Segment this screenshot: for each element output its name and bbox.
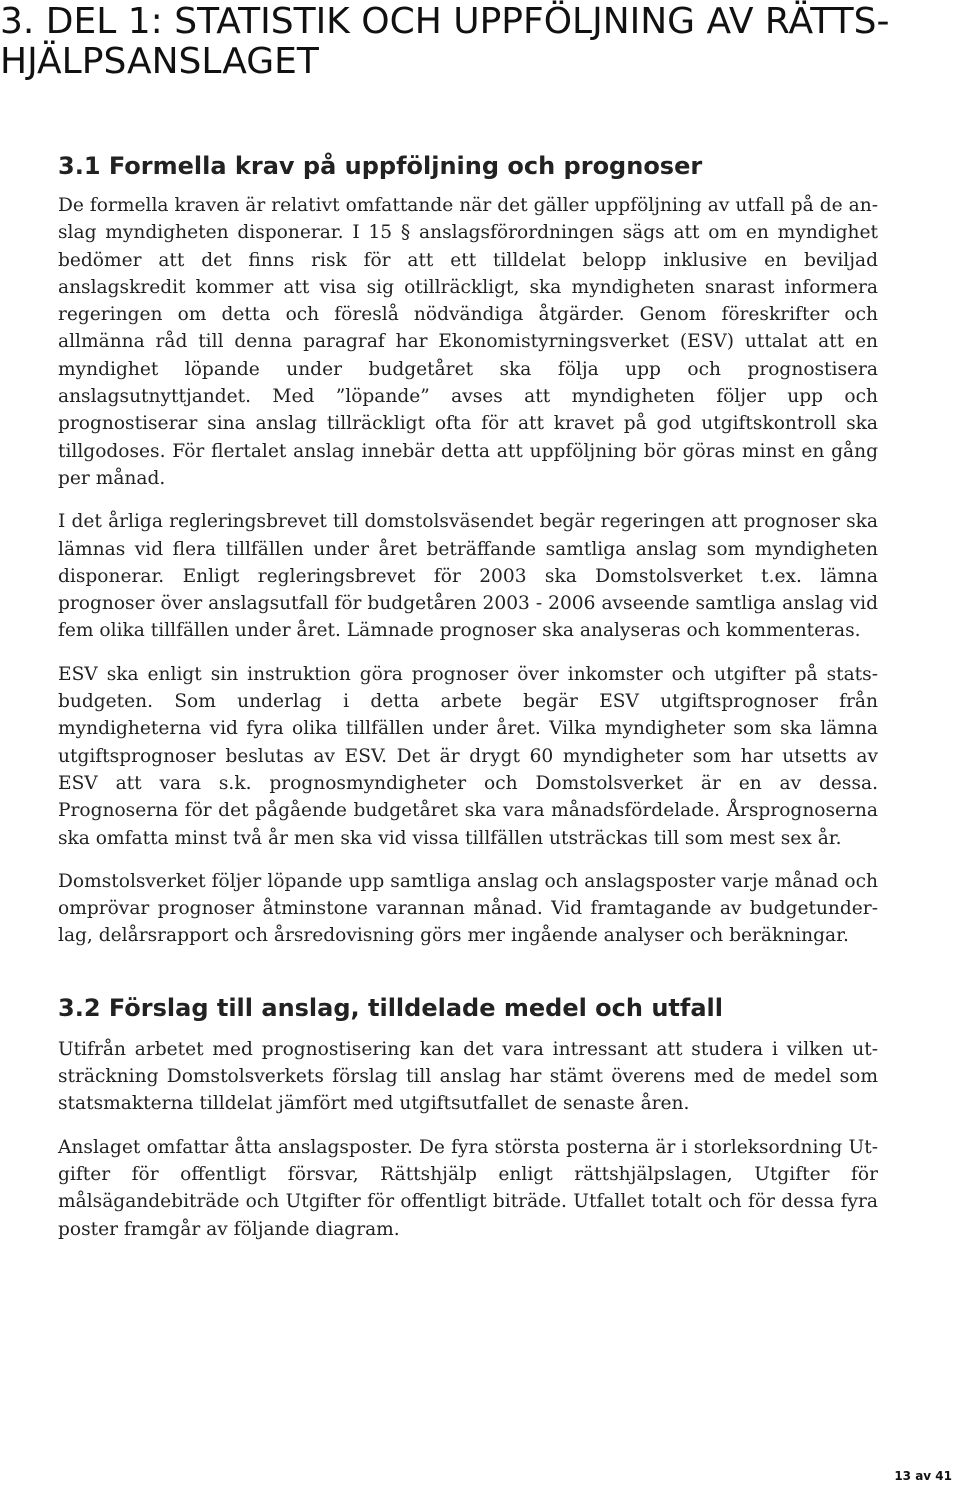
section-heading-3-1: 3.1 Formella krav på uppföljning och prognoser	[58, 152, 703, 180]
paragraph-formal-requirements: De formella kraven är relativt omfattande när det gäller uppföljning av utfall på de anslag myndigheten disponerar. I 15 § anslagsförordningen sägs att om en myndighet bedömer att det finns risk för att ett tilldelat belopp inklusive en beviljad anslagskredit kommer att visa sig otillräckligt, ska myndigheten snarast informera regeringen om detta och föreslå nödvändiga åtgärder. Genom föreskrifter och allmänna råd till denna paragraf har Ekonomistyrningsverket (ESV) uttalat att en myndighet löpande under budgetåret ska följa upp och prognostisera anslagsutnyttjandet. Med ”löpande” avses att myndigheten följer upp och prognostiserar sina anslag tillräckligt ofta för att kravet på god utgiftskontroll ska tillgodoses. För flertalet anslag innebär detta att uppföljning bör göras minst en gång per månad.	[58, 195, 878, 489]
document-body	[58, 150, 878, 1259]
section-heading-3-2: 3.2 Förslag till anslag, tilldelade medel och utfall	[58, 993, 723, 1022]
paragraph-domstolsverket-followup: Domstolsverket följer löpande upp samtliga anslag och anslagsposter varje månad och omprövar prognoser åtminstone varannan månad. Vid framtagande av budgetunderlag, delårsrapport och årsredovisning görs mer ingående analyser och beräkningar.	[58, 870, 878, 947]
paragraph-esv-forecasts: ESV ska enligt sin instruktion göra prognoser över inkomster och utgifter på statsbudgeten. Som underlag i detta arbete begär ESV utgiftsprognoser från myndigheterna vid fyra olika tillfällen under året. Vilka myndigheter som ska lämna utgiftsprognoser beslutas av ESV. Det är drygt 60 myndigheter som har utsetts av ESV att vara s.k. prognosmyndigheter och Domstolsverket är en av dessa. Prognoserna för det pågående budgetåret ska vara månadsfördelade. Årsprognoserna ska omfatta minst två år men ska vid vissa tillfällen utsträckas till som mest sex år.	[58, 663, 878, 849]
page-number: 13 av 41	[894, 1469, 952, 1483]
chapter-title: 3. DEL 1: STATISTIK OCH UPPFÖLJNING AV RÄTTS- HJÄLPSANSLAGET	[0, 1, 890, 82]
paragraph-regleringsbrev: I det årliga regleringsbrevet till domstolsväsendet begär regeringen att prognoser ska lämnas vid flera tillfällen under året beträffande samtliga anslag som myndigheten disponerar. Enligt regleringsbrevet för 2003 ska Domstolsverket t.ex. lämna prognoser över anslagsutfall för budgetåren 2003 - 2006 avseende samtliga anslag vid fem olika tillfällen under året. Lämnade prognoser ska analyseras och kommenteras.	[58, 511, 878, 642]
paragraph-prognosis-study: Utifrån arbetet med prognostisering kan det vara intressant att studera i vilken utsträckning Domstolsverkets förslag till anslag har stämt överens med de medel som statsmakterna tilldelat jämfört med utgiftsutfallet de senaste åren.	[58, 1038, 878, 1115]
paragraph-anslagsposter: Anslaget omfattar åtta anslagsposter. De fyra största posterna är i storleksordning Utgifter för offentligt försvar, Rättshjälp enligt rättshjälpslagen, Utgifter för målsägandebiträde och Utgifter för offentligt biträde. Utfallet totalt och för dessa fyra poster framgår av följande diagram.	[58, 1136, 878, 1240]
